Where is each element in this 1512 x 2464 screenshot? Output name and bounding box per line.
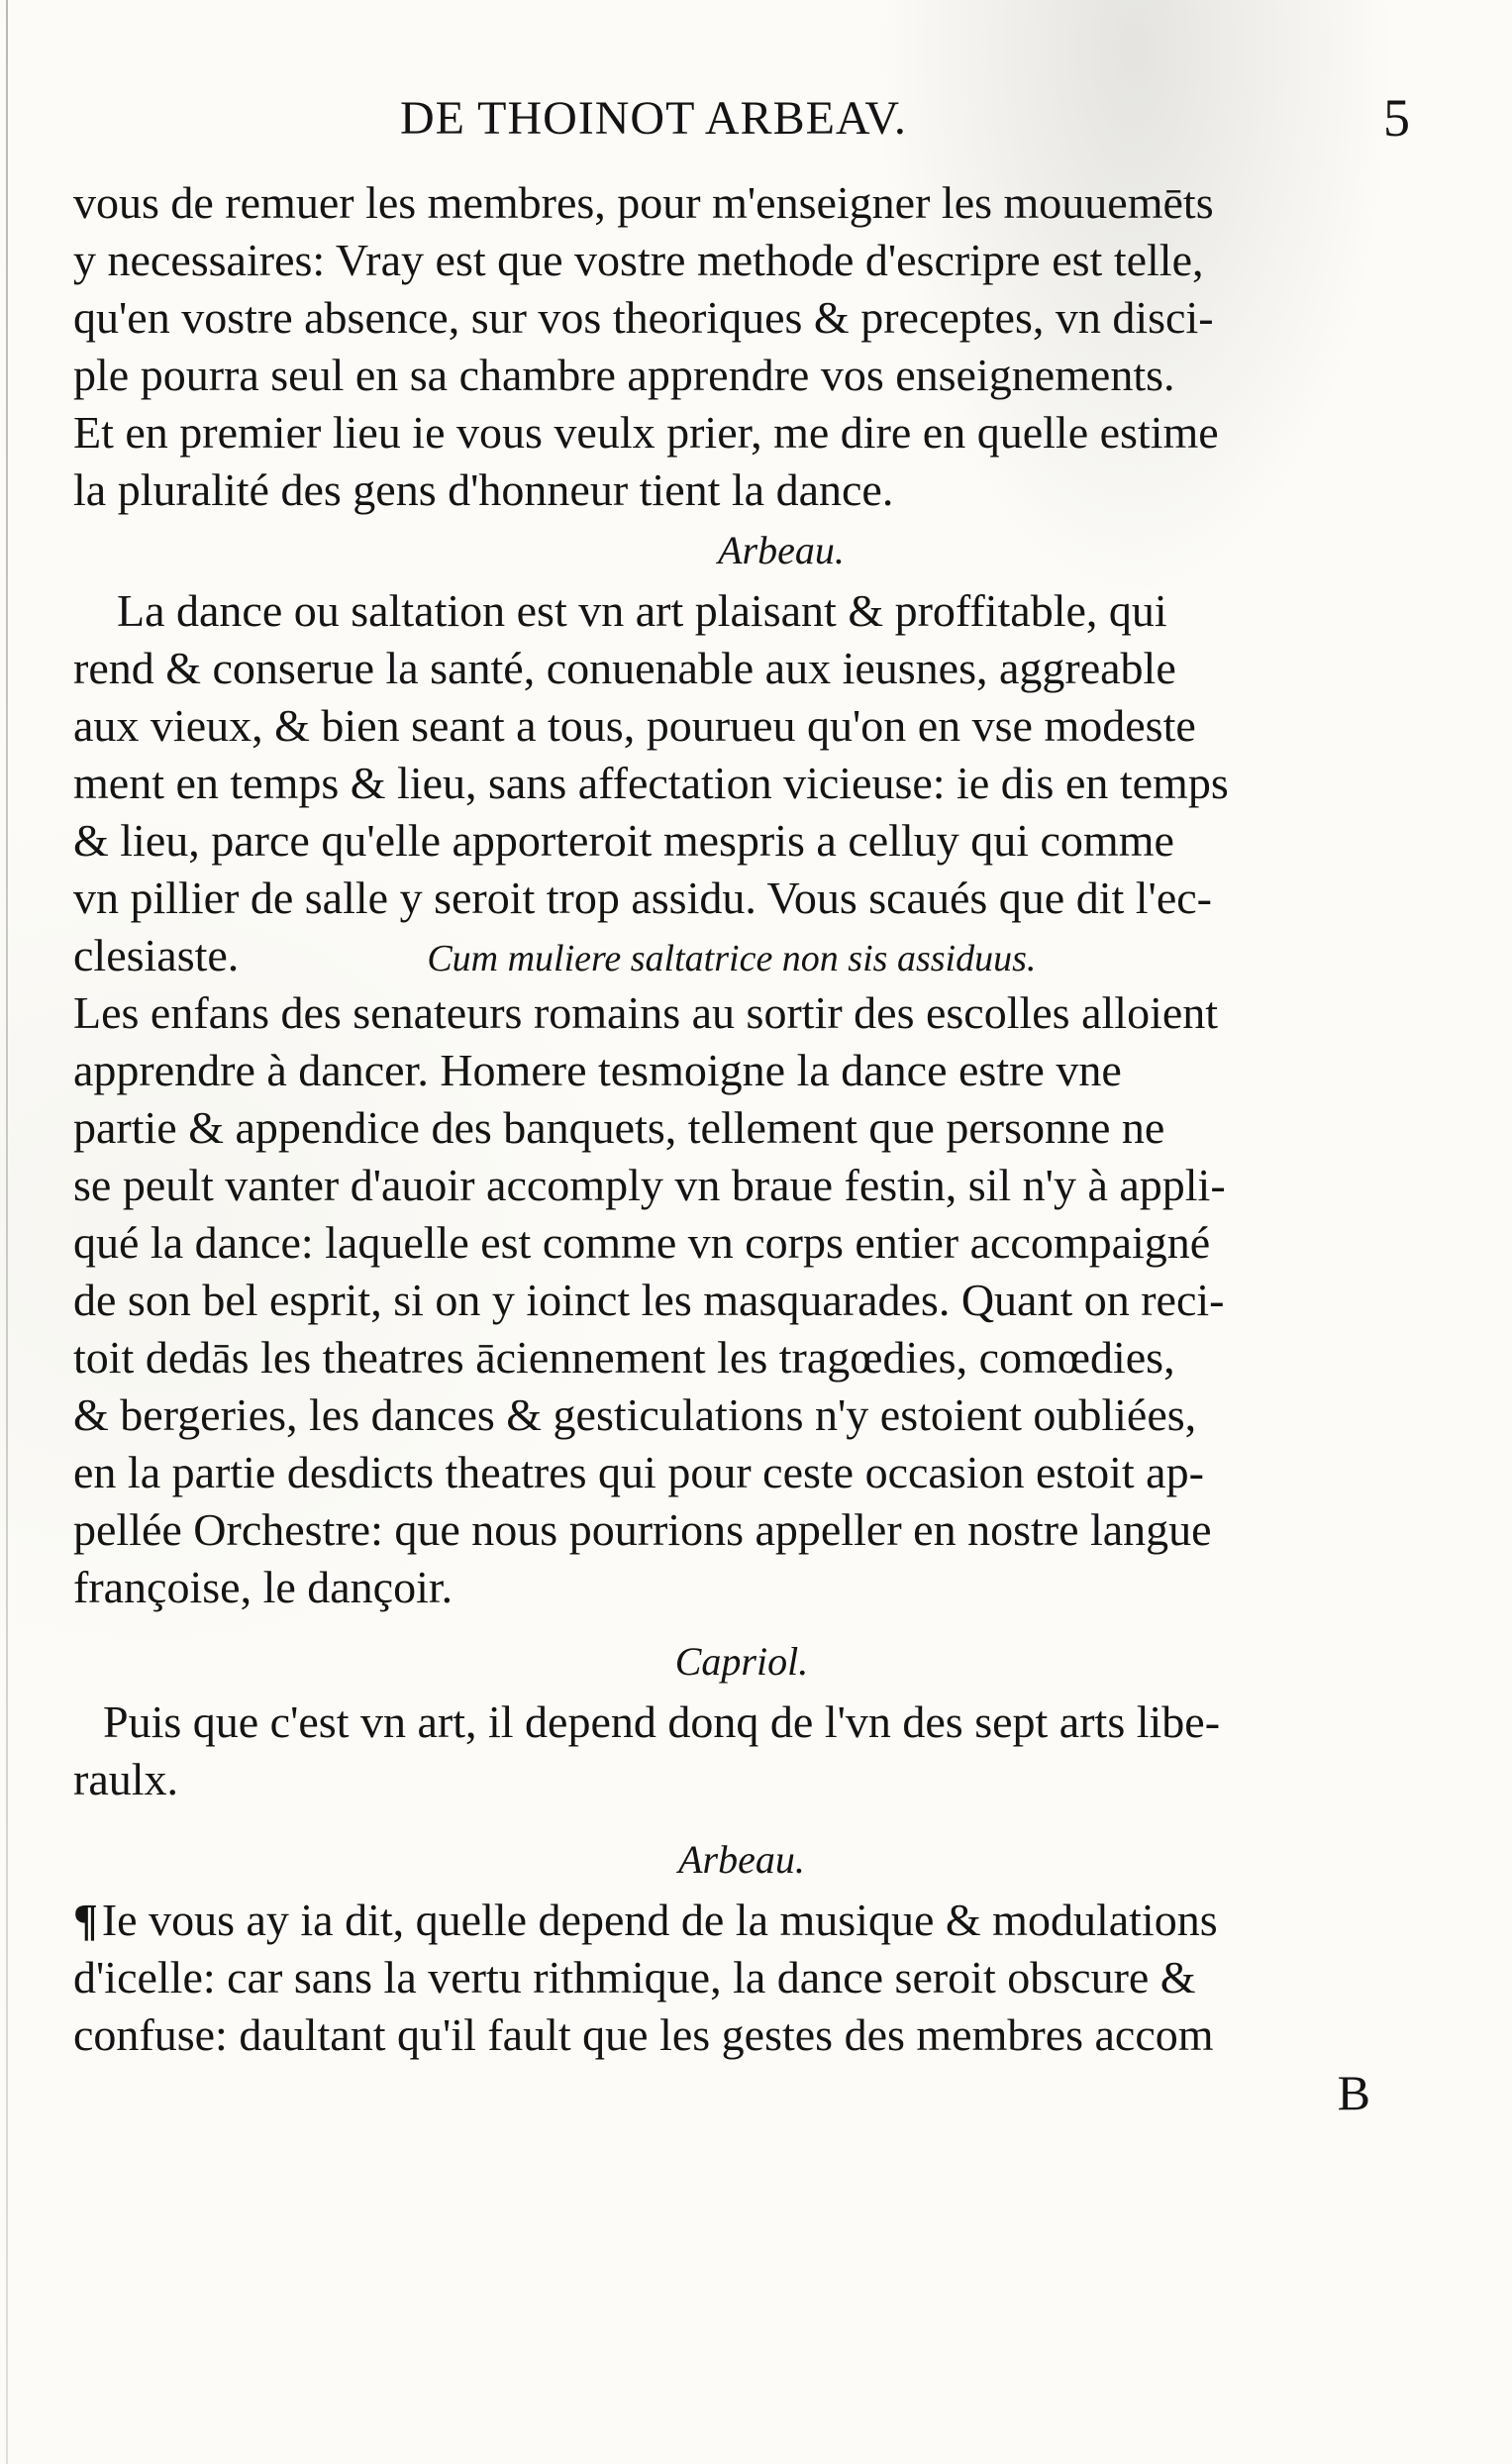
pilcrow-mark: ¶ xyxy=(73,1895,98,1945)
spacer xyxy=(73,1616,1410,1630)
text-line: vn pillier de salle y seroit trop assidu. Vous scaués que dit l'ec- xyxy=(73,873,1212,923)
text-fragment: Ie vous ay ia dit, quelle depend de la musique & modulations xyxy=(101,1895,1218,1945)
text-line: Et en premier lieu ie vous veulx prier, me dire en quelle estime xyxy=(73,407,1219,458)
paragraph-1 xyxy=(73,174,1410,519)
spacer xyxy=(73,1808,1410,1828)
paragraph-4 xyxy=(73,1694,1410,1808)
text-line: pellée Orchestre: que nous pourrions appeller en nostre langue xyxy=(73,1504,1212,1555)
text-line: d'icelle: car sans la vertu rithmique, la dance seroit obscure & xyxy=(73,1952,1196,2002)
text-line: rend & conserue la santé, conuenable aux ieusnes, aggreable xyxy=(73,643,1176,693)
paragraph-3 xyxy=(73,984,1410,1616)
text-line: aux vieux, & bien seant a tous, pourueu qu'on en vse modeste xyxy=(73,700,1196,751)
text-line: en la partie desdicts theatres qui pour ceste occasion estoit ap- xyxy=(73,1447,1204,1497)
text-line: toit dedās les theatres āciennement les tragœdies, comœdies, xyxy=(73,1332,1175,1383)
latin-quote: Cum muliere saltatrice non sis assiduus. xyxy=(427,938,1037,979)
paragraph-5 xyxy=(73,1892,1410,2064)
text-line: partie & appendice des banquets, tellement que personne ne xyxy=(73,1102,1165,1153)
running-header xyxy=(73,83,1410,174)
text-line: se peult vanter d'auoir accomply vn braue festin, sil n'y à appli- xyxy=(73,1160,1226,1210)
text-line: qué la dance: laquelle est comme vn corps entier accompaigné xyxy=(73,1217,1211,1268)
text-line: de son bel esprit, si on y ioinct les masquarades. Quant on reci- xyxy=(73,1275,1225,1325)
text-line: y necessaires: Vray est que vostre methode d'escripre est telle, xyxy=(73,235,1204,285)
speaker-arbeau: Arbeau. xyxy=(718,528,845,572)
text-line: vous de remuer les membres, pour m'enseigner les mouuemēts xyxy=(73,177,1214,228)
page-edge xyxy=(6,0,8,2464)
paragraph-2 xyxy=(73,582,1410,984)
text-line: apprendre à dancer. Homere tesmoigne la dance estre vne xyxy=(73,1045,1122,1095)
text-line: raulx. xyxy=(73,1754,179,1804)
speaker-capriol: Capriol. xyxy=(674,1639,809,1684)
text-line: & lieu, parce qu'elle apporteroit mespris a celluy qui comme xyxy=(73,815,1174,866)
speaker-arbeau: Arbeau. xyxy=(678,1837,805,1882)
text-line: confuse: daultant qu'il fault que les gestes des membres accom xyxy=(73,2009,1214,2060)
text-line: La dance ou saltation est vn art plaisant & proffitable, qui xyxy=(117,585,1167,636)
text-fragment: clesiaste. xyxy=(73,930,240,980)
page-number: 5 xyxy=(1383,88,1410,148)
text-line: françoise, le dançoir. xyxy=(73,1562,454,1612)
text-block xyxy=(73,83,1410,2123)
text-line: ment en temps & lieu, sans affectation vicieuse: ie dis en temps xyxy=(73,758,1229,808)
text-line: qu'en vostre absence, sur vos theoriques & preceptes, vn disci- xyxy=(73,292,1214,343)
signature-mark: B xyxy=(1337,2065,1370,2120)
text-line: ple pourra seul en sa chambre apprendre vos enseignements. xyxy=(73,350,1175,400)
text-line: Puis que c'est vn art, il depend donq de l'vn des sept arts libe- xyxy=(103,1696,1221,1747)
header-title: DE THOINOT ARBEAV. xyxy=(400,92,907,145)
text-line: la pluralité des gens d'honneur tient la dance. xyxy=(73,464,894,515)
text-line: & bergeries, les dances & gesticulations n'y estoient oubliées, xyxy=(73,1389,1197,1440)
text-line: Les enfans des senateurs romains au sortir des escolles alloient xyxy=(73,987,1219,1038)
signature-row xyxy=(73,2064,1410,2123)
text-line-with-quote xyxy=(73,927,1410,984)
text-line xyxy=(73,1892,1410,1949)
